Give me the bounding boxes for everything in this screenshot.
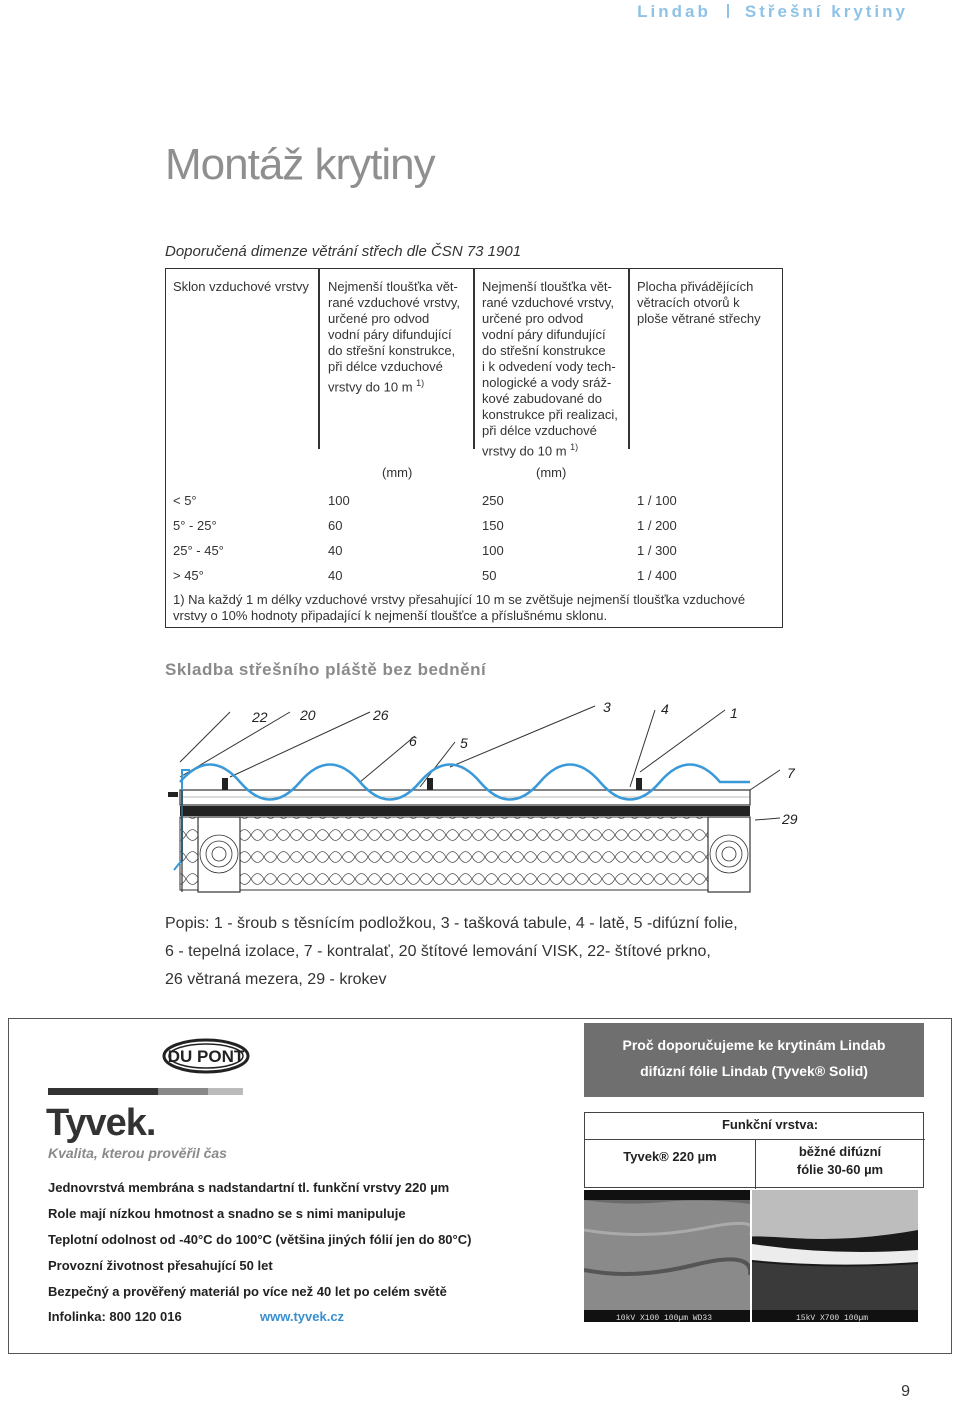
table-divider [318,269,320,449]
tagline: Kvalita, kterou prověřil čas [48,1145,227,1161]
svg-text:15kV X700 100µm: 15kV X700 100µm [795,1314,869,1322]
label-22: 22 [252,709,268,725]
label-5: 5 [460,735,468,751]
header-thickness-water: Nejmenší tloušťka vět- rané vzduchové vrstvy, určené pro odvod vodní páry difundující do střešní konstrukce i k odvedení vody tech- nologické a vody sráž- kové zabudované do konstrukce při realizaci, při délce vzduchové vrstvy do 10 m $^{1)}$ [482,279,618,459]
tyvek-logo: Tyvek. [46,1102,156,1144]
header-section: Střešní krytiny [744,2,908,21]
label-20: 20 [300,707,316,723]
label-29: 29 [782,811,798,827]
ventilation-table: Sklon vzduchové vrstvy Nejmenší tloušťka vět- rané vzduchové vrstvy, určené pro odvod vodní páry difundující do střešní konstrukce, při délce vzduchové vrstvy do 10 m $^{1)}$ Nejmenší tloušťka vět- rané vzduchové vrstvy, určené pro odvod vodní páry difundující do střešní konstrukce i k odvedení vody tech- nologické a vody sráž- kové zabudované do konstrukce při realizaci, při délce vzduchové vrstvy do 10 m $^{1)}$ Plocha přivádějících větracích otvorů k ploše větrané střechy (mm) (mm) < 5° 100 250 1 / 100 5° - 25° 60 150 1 / 200 25° - 45° 40 100 1 / 300 > 45° 40 50 1 / 400 1) Na každý 1 m délky vzduchové vrstvy přesahující 10 m se zvětšuje nejmenší tloušťka vzduchové vrstvy o 10% hodnoty připadající k nejmenší tloušťce a příslušnému sklonu. [165,268,783,628]
common-foil-thickness: běžné difúzní fólie 30-60 µm [796,1144,884,1177]
table-divider [473,269,475,449]
infoline: Infolinka: 800 120 016 [48,1309,182,1324]
why-banner: Proč doporučujeme ke krytinám Lindab difúzní fólie Lindab (Tyvek® Solid) [584,1023,924,1097]
roof-section-diagram [160,692,810,902]
common-foil-micrograph [752,1190,918,1322]
functional-layer-header: Funkční vrstva: [721,1117,819,1132]
label-26: 26 [373,707,389,723]
section-heading: Skladba střešního pláště bez bednění [165,660,487,679]
unit-mm: (mm) [382,465,413,480]
label-4: 4 [661,701,669,717]
table-footnote: 1) Na každý 1 m délky vzduchové vrstvy přesahující 10 m se zvětšuje nejmenší tloušťka vzduchové vrstvy o 10% hodnoty připadající k nejmenší tloušťce a příslušnému sklonu. [173,592,746,623]
thermal-insulation [180,817,750,890]
logo-bars [48,1088,243,1095]
running-header [637,2,908,22]
feature-item: Bezpečný a prověřený materiál po více než 40 let po celém světě [48,1284,447,1299]
svg-text:DU PONT: DU PONT [167,1047,245,1066]
label-3: 3 [603,699,611,715]
table-divider [628,269,630,449]
header-inlet-area: Plocha přivádějících větracích otvorů k ploše větrané střechy [637,279,761,326]
svg-text:10kV X100 100µm WD33: 10kV X100 100µm WD33 [615,1314,713,1322]
unit-mm: (mm) [536,465,567,480]
page-number: 9 [901,1383,910,1400]
header-brand: Lindab [637,2,711,21]
diffusion-foil [180,806,750,816]
label-6: 6 [409,733,417,749]
label-1: 1 [730,705,738,721]
header-separator [727,4,729,18]
tyvek-website-link[interactable]: www.tyvek.cz [260,1309,345,1324]
table-caption: Doporučená dimenze větrání střech dle ČSN 73 1901 [165,243,522,260]
functional-layer-table [584,1112,924,1188]
feature-item: Provozní životnost přesahující 50 let [48,1258,273,1273]
header-slope: Sklon vzduchové vrstvy [173,279,309,294]
diagram-legend: Popis: 1 - šroub s těsnícím podložkou, 3 - tašková tabule, 4 - latě, 5 -difúzní folie, 6 - tepelná izolace, 7 - kontralať, 20 štítové lemování VISK, 22- štítové prkno, 26 větraná mezera, 29 - krokev [165,915,738,988]
tyvek-thickness: Tyvek® 220 µm [623,1149,717,1164]
header-thickness-vapour: Nejmenší tloušťka vět- rané vzduchové vrstvy, určené pro odvod vodní páry difundující do střešní konstrukce, při délce vzduchové vrstvy do 10 m $^{1)}$ [328,279,460,395]
label-7: 7 [787,765,795,781]
feature-item: Jednovrstvá membrána s nadstandartní tl. funkční vrstvy 220 µm [48,1180,450,1195]
counter-batten [180,790,750,805]
tyvek-micrograph [584,1190,750,1322]
feature-item: Role mají nízkou hmotnost a snadno se s nimi manipuluje [48,1206,406,1221]
dupont-logo [162,1038,250,1079]
feature-item: Teplotní odolnost od -40°C do 100°C (většina jiných fólií jen do 80°C) [48,1232,472,1247]
page-title: Montáž krytiny [165,140,435,189]
